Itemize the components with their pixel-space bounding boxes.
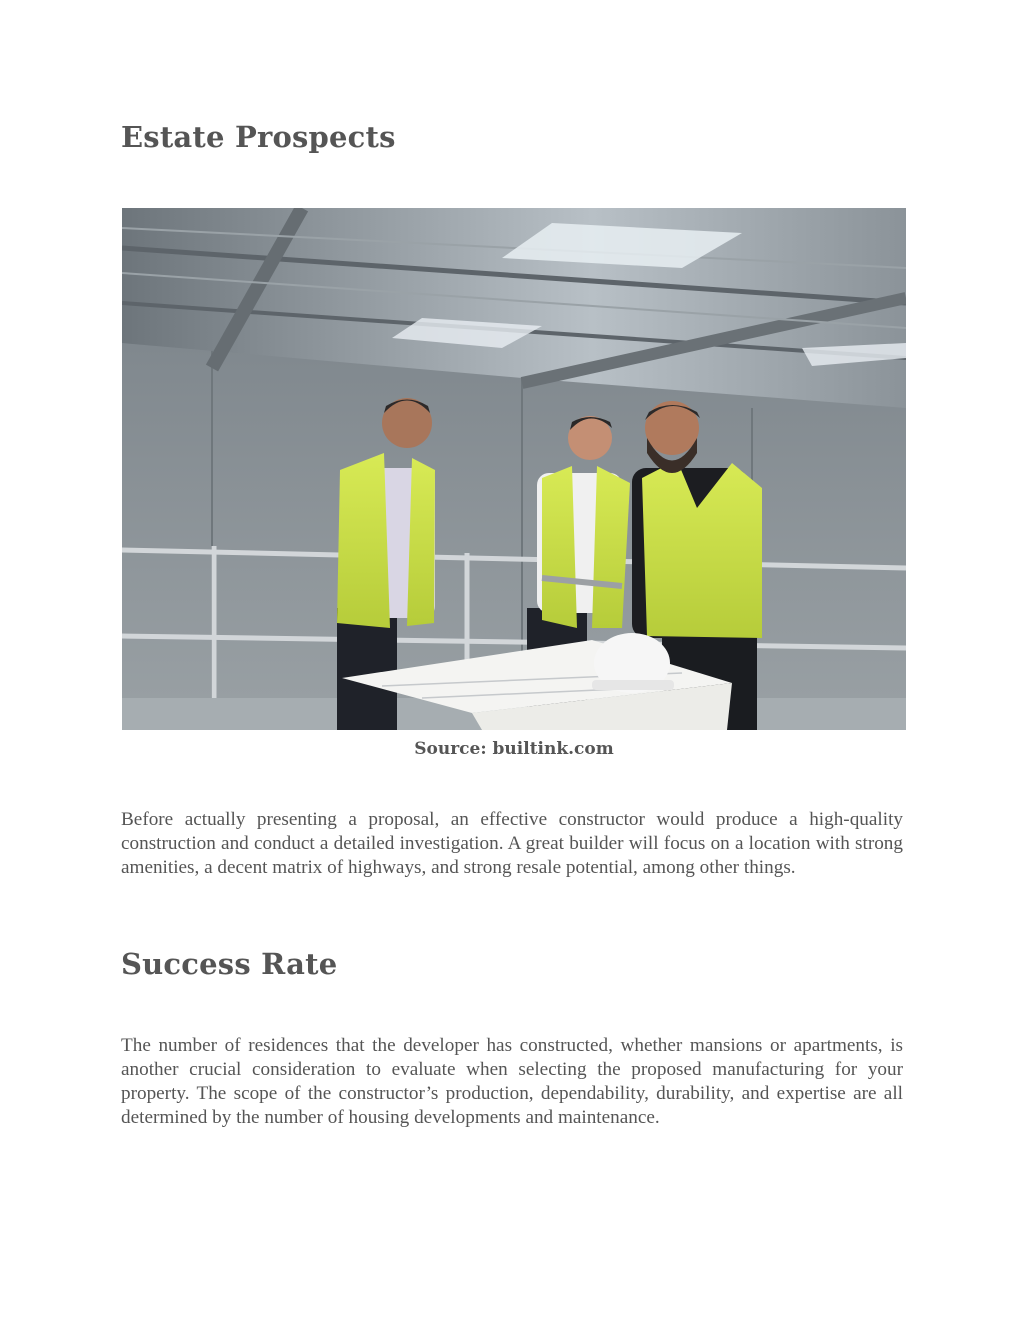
construction-workers-photo — [122, 208, 906, 730]
paragraph-success-rate: The number of residences that the developer has constructed, whether mansions or apartments, is another crucial consideration to evaluate when selecting the proposed manufacturing for your property. The scope of the constructor’s production, dependability, durability, and expertise are all determined by the number of housing developments and maintenance. — [121, 1035, 903, 1128]
image-caption: Source: builtink.com — [414, 739, 614, 759]
section-heading-estate-prospects: Estate Prospects — [121, 120, 396, 154]
section-heading-success-rate: Success Rate — [121, 947, 338, 981]
paragraph-estate-prospects: Before actually presenting a proposal, an effective constructor would produce a high-quality construction and conduct a detailed investigation. A great builder will focus on a location with strong amenities, a decent matrix of highways, and strong resale potential, among other things. — [121, 809, 903, 878]
